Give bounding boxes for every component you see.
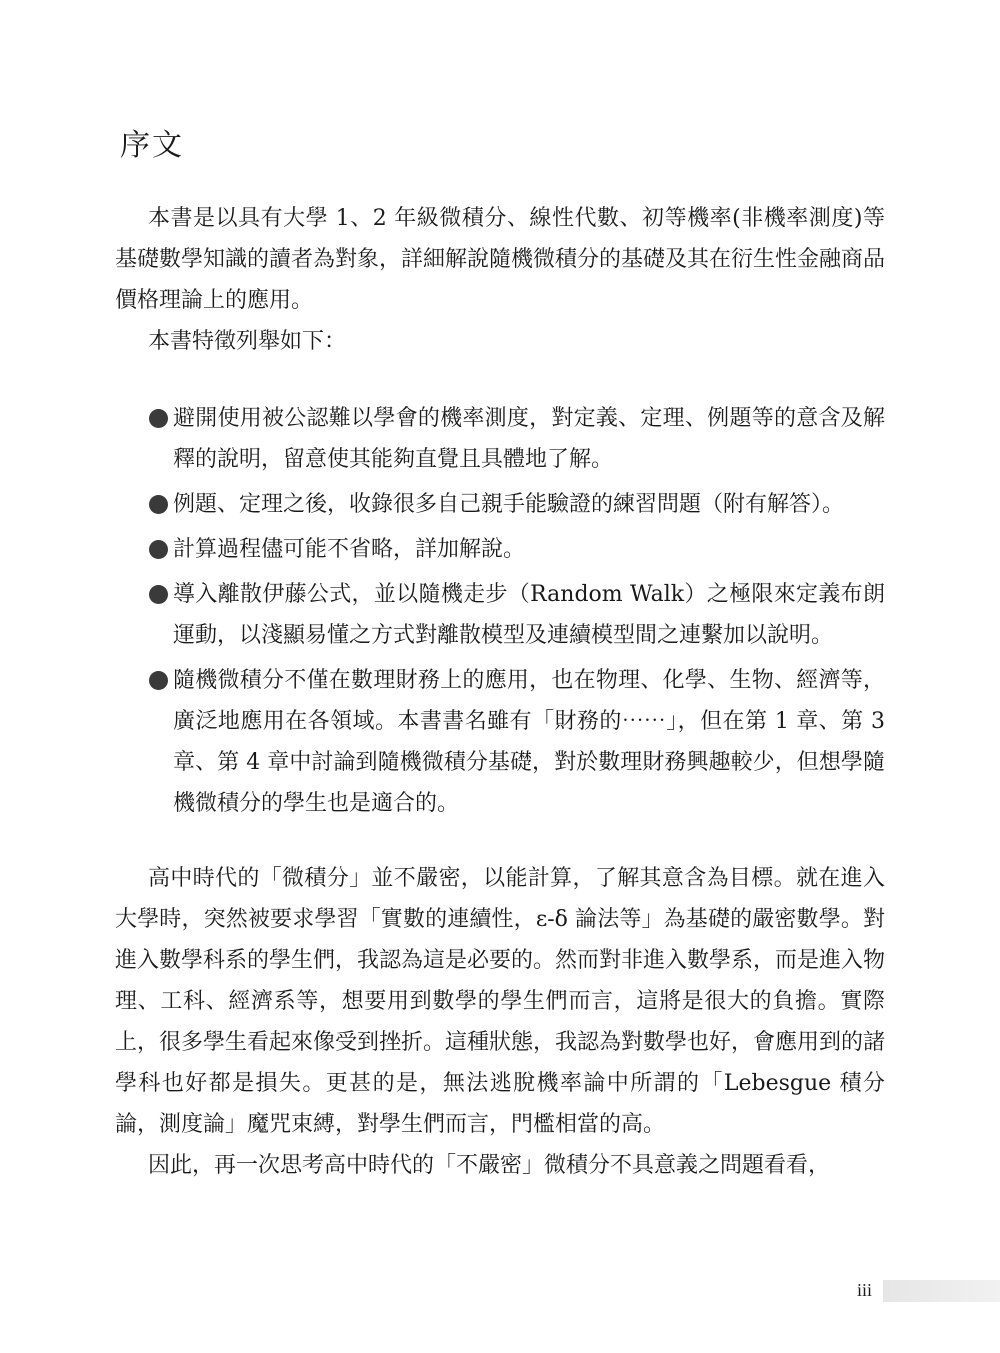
page-content — [115, 198, 885, 1186]
feature-list — [115, 398, 885, 824]
feature-item — [115, 529, 885, 570]
bullet-icon — [149, 540, 168, 559]
feature-item — [115, 398, 885, 480]
bullet-icon — [149, 495, 168, 514]
body-paragraph: 因此，再一次思考高中時代的「不嚴密」微積分不具意義之問題看看， — [148, 1153, 831, 1178]
body-paragraph: 高中時代的「微積分」並不嚴密，以能計算，了解其意含為目標。就在進入大學時，突然被要求學習「實數的連續性，ε-δ 論法等」為基礎的嚴密數學。對進入數學科系的學生們，我認為這是必要的。然而對非進入數學系，而是進入物理、工科、經濟系等，想要用到數學的學生們而言，這將是很大的負擔。實際上，很多學生看起來像受到挫折。這種狀態，我認為對數學也好，會應用到的諸學科也好都是損失。更甚的是，無法逃脫機率論中所謂的「Lebesgue 積分論，測度論」魔咒束縛，對學生們而言，門檻相當的高。 — [115, 866, 886, 1137]
page-number: iii — [856, 1280, 872, 1300]
feature-text: 避開使用被公認難以學會的機率測度，對定義、定理、例題等的意含及解釋的說明，留意使其能夠直覺且具體地了解。 — [173, 406, 885, 472]
feature-item — [115, 484, 885, 525]
intro-paragraph: 本書是以具有大學 1、2 年級微積分、線性代數、初等機率(非機率測度)等基礎數學知識的讀者為對象，詳細解說隨機微積分的基礎及其在衍生性金融商品價格理論上的應用。 — [115, 206, 886, 313]
section-title: 序文 — [120, 128, 184, 163]
bullet-icon — [149, 409, 168, 428]
bullet-icon — [149, 671, 168, 690]
feature-text: 計算過程儘可能不省略，詳加解說。 — [173, 537, 526, 562]
feature-item — [115, 574, 885, 656]
feature-text: 導入離散伊藤公式，並以隨機走步（Random Walk）之極限來定義布朗運動，以淺顯易懂之方式對離散模型及連續模型間之連繫加以說明。 — [173, 582, 885, 648]
page-number-bar — [883, 1280, 1000, 1302]
feature-text: 隨機微積分不僅在數理財務上的應用，也在物理、化學、生物、經濟等，廣泛地應用在各領域。本書書名雖有「財務的⋯⋯」，但在第 1 章、第 3 章、第 4 章中討論到隨機微積分基礎，對於數理財務興趣較少，但想學隨機微積分的學生也是適合的。 — [173, 668, 885, 816]
features-intro: 本書特徵列舉如下： — [148, 329, 347, 354]
feature-item — [115, 660, 885, 824]
bullet-icon — [149, 585, 168, 604]
feature-text: 例題、定理之後，收錄很多自己親手能驗證的練習問題（附有解答）。 — [173, 492, 845, 517]
